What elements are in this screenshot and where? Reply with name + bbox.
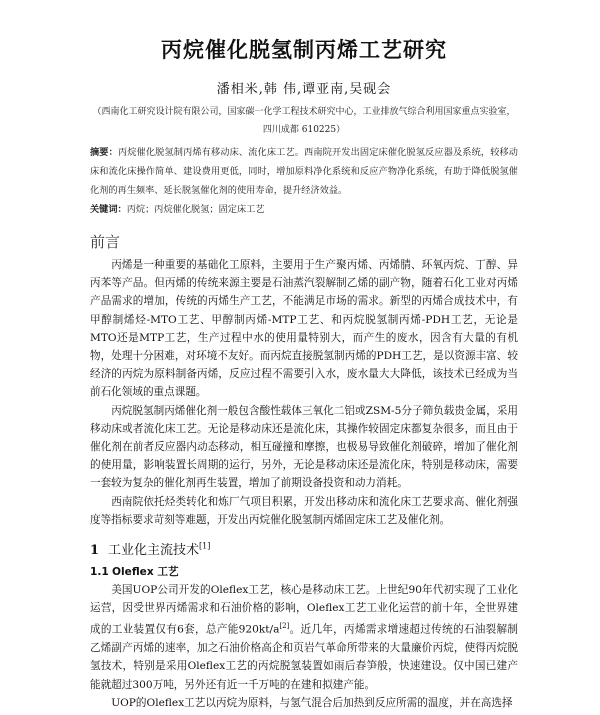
section-1-ref: [1] [199,541,211,551]
affiliation [90,103,518,139]
affiliation-line-1: （西南化工研究设计院有限公司，国家碳一化学工程技术研究中心，工业排放气综合利用国家重点实验室， [92,107,516,117]
preface-heading: 前言 [90,233,121,251]
affiliation-line-2: 四川成都 610225） [262,125,346,135]
section-1-1-paragraph-1b: 。近几年，丙烯需求增速超过传统的石油裂解制乙烯副产丙烯的速率，加之石油价格高企和页岩气革命所带来的大量廉价丙烷，使得丙烷脱氢技术，特别是采用Oleflex工艺的丙烷脱氢装置如雨后春笋般，快速建设。仅中国已建产能就超过300万吨，另外还有近一千万吨的在建和拟建产能。 [90,623,518,691]
keywords [90,200,518,219]
section-1-heading [90,539,518,558]
preface-paragraph-2: 丙烷脱氢制丙烯催化剂一般包含酸性载体三氧化二铝或ZSM-5分子筛负载贵金属，采用移动床或者流化床工艺。无论是移动床还是流化床，其操作较固定床都复杂很多，而且由于催化剂在前者反应器内动态移动，相互碰撞和摩擦，也极易导致催化剂破碎，增加了催化剂的使用量，影响装置长周期的运行，另外，无论是移动床还是流化床，特别是移动床，需要一套较为复杂的催化剂再生装置，增加了前期设备投资和动力消耗。 [90,404,518,490]
preface-paragraph-1: 丙烯是一种重要的基础化工原料，主要用于生产聚丙烯、丙烯腈、环氧丙烷、丁醇、异丙苯等产品。但丙烯的传统来源主要是石油蒸汽裂解制乙烯的副产物，随着石化工业对丙烯产品需求的增加，传统的丙烯生产工艺，不能满足市场的需求。新型的丙烯合成技术中，有甲醇制烯烃-MTO工艺、甲醇制丙烯-MTP工艺、和丙烷脱氢制丙烯-PDH工艺，无论是MTO还是MTP工艺，生产过程中水的使用量特别大，而产生的废水，因含有大量的有机物，处理十分困难，对环境不友好。而丙烷直接脱氢制丙烯的PDH工艺，是以资源丰富、较经济的丙烷为原料制备丙烯，反应过程不需要引入水，废水量大大降低，该技术已经成为当前石化领域的重点课题。 [90,259,518,399]
ref-2: [2] [279,622,290,631]
section-1-1-title: Oleflex 工艺 [112,566,179,579]
authors: 潘相米,韩 伟,谭亚南,吴砚会 [216,82,392,97]
keywords-text: 丙烷；丙烷催化脱氢；固定床工艺 [126,204,265,215]
preface-paragraph-3: 西南院依托烃类转化和炼厂气项目积累，开发出移动床和流化床工艺要求高、催化剂强度等指标要求苛刻等难题，开发出丙烷催化脱氢制丙烯固定床工艺及催化剂。 [90,495,518,526]
keywords-label: 关键词： [90,204,127,215]
abstract-label: 摘要： [90,147,118,158]
section-1-title: 工业化主流技术 [108,543,200,559]
section-1-number: 1 [90,543,100,559]
abstract [90,143,518,200]
paper-title: 丙烷催化脱氢制丙烯工艺研究 [161,38,447,62]
abstract-text: 丙烷催化脱氢制丙烯有移动床、流化床工艺。西南院开发出固定床催化脱氢反应器及系统，较移动床和流化床操作简单、建设费用更低，同时，增加原料净化系统和反应产物净化系统，有助于降低脱氢催化剂的再生频率、延长脱氢催化剂的使用寿命，提升经济效益。 [90,147,518,196]
section-1-1-heading [90,564,518,579]
section-1-1-paragraph-1a: 美国UOP公司开发的Oleflex工艺，核心是移动床工艺。上世纪90年代初实现了工业化运营，因受世界丙烯需求和石油价格的影响，Oleflex工艺工业化运营的前十年，全世界建成的工业装置仅有6套，总产能920kt/a [90,584,518,636]
section-1-1-paragraph-1 [90,581,518,694]
section-1-1-number: 1.1 [90,566,109,579]
section-1-1-paragraph-2: UOP的Oleflex工艺以丙烷为原料，与氢气混合后加热到反应所需的温度，并在高选择 [111,696,513,709]
